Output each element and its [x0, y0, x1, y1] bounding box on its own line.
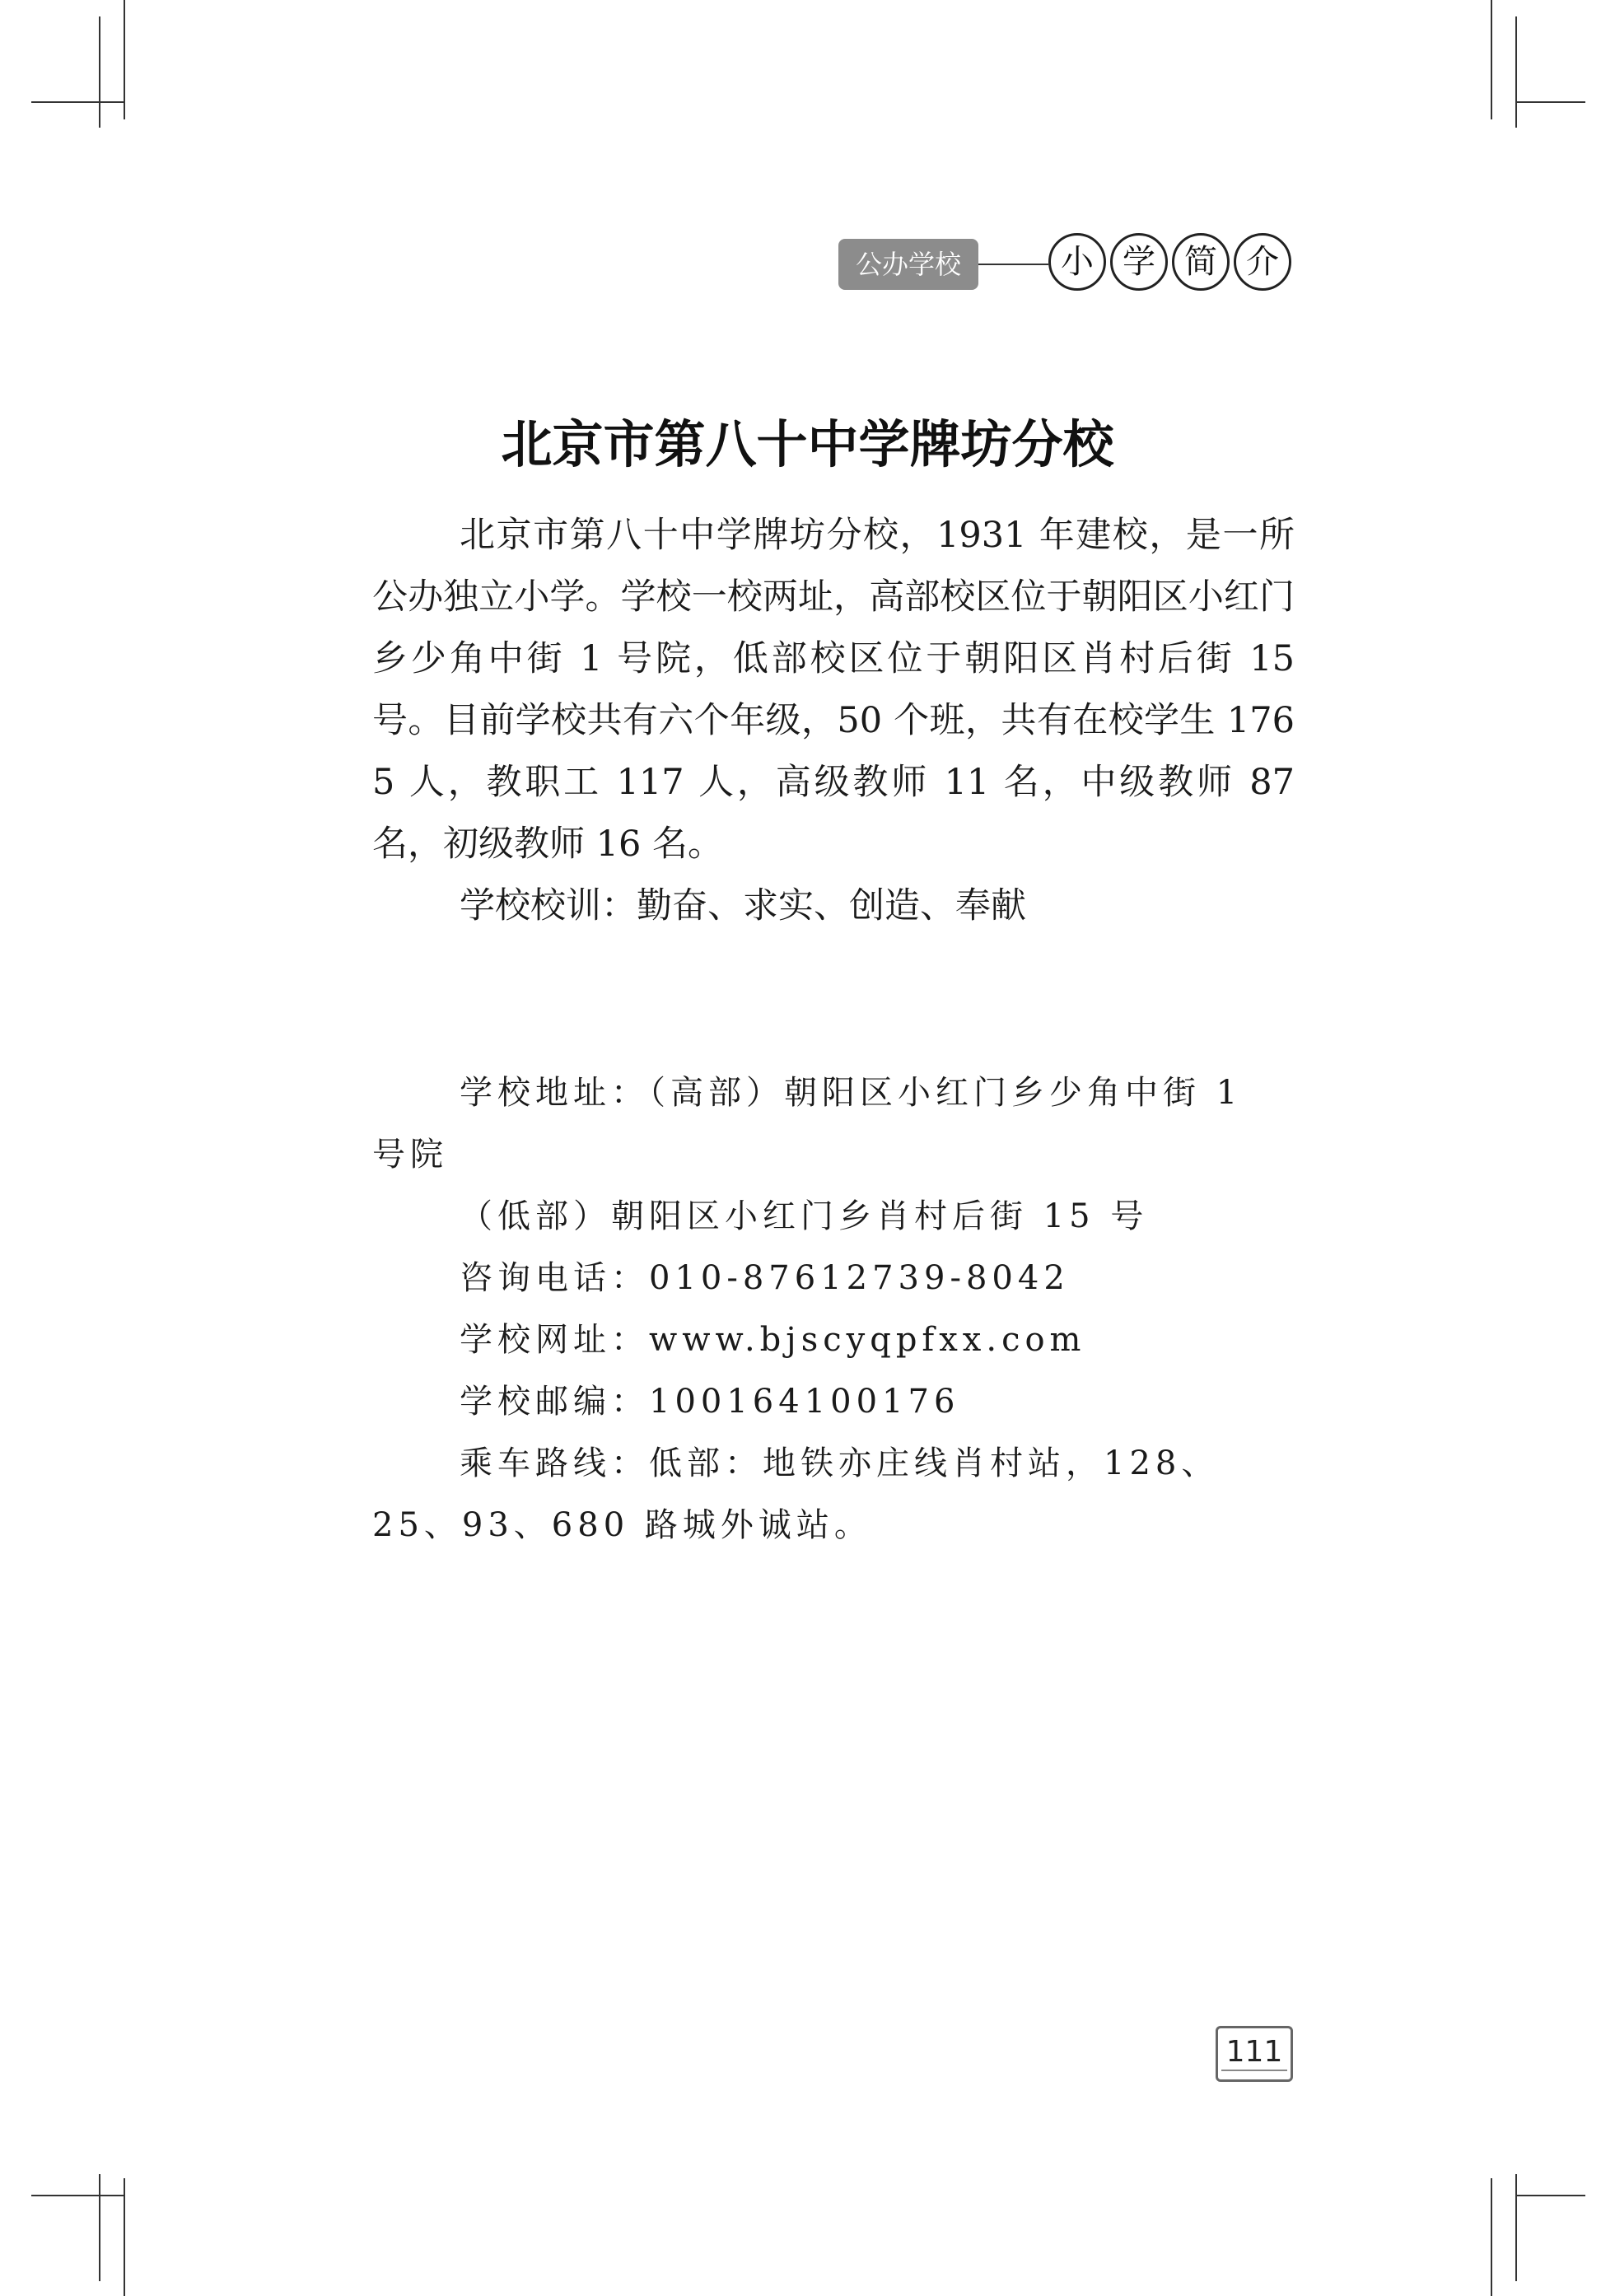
- category-badge: 公办学校: [838, 239, 978, 290]
- crop-mark: [99, 16, 100, 128]
- postcode: 学校邮编：100164100176: [460, 1383, 960, 1421]
- crop-mark: [1515, 2174, 1517, 2281]
- crop-mark: [124, 0, 125, 119]
- page-number: 111: [1216, 2026, 1293, 2082]
- header-divider: [978, 264, 1048, 265]
- intro-paragraph: 北京市第八十中学牌坊分校，1931 年建校，是一所公办独立小学。学校一校两址，高部校区位于朝阳区小红门乡少角中街 1 号院，低部校区位于朝阳区肖村后街 15 号。目前学校共有六个年级，50 个班，共有在校学生 1765 人，教职工 117 人，高级教师 11 名，中级教师 87 名，初级教师 16 名。: [372, 515, 1330, 865]
- contact-info: [372, 1062, 1295, 1556]
- address-high: 学校地址：（高部）朝阳区小红门乡少角中街 1 号院: [372, 1074, 1243, 1174]
- section-char: 学: [1110, 233, 1168, 291]
- page-title: 北京市第八十中学牌坊分校: [501, 414, 1114, 474]
- crop-mark: [99, 2174, 100, 2281]
- crop-mark: [31, 2195, 124, 2196]
- crop-mark: [1491, 0, 1492, 119]
- phone: 咨询电话：010-87612739-8042: [460, 1259, 1070, 1297]
- section-char: 小: [1048, 233, 1106, 291]
- crop-mark: [1515, 16, 1517, 128]
- section-char: 简: [1172, 233, 1230, 291]
- website: 学校网址：www.bjscyqpfxx.com: [460, 1321, 1086, 1359]
- crop-mark: [31, 101, 124, 103]
- crop-mark: [1515, 101, 1585, 103]
- crop-mark: [1515, 2195, 1585, 2196]
- running-header: [838, 233, 1287, 296]
- crop-mark: [124, 2178, 125, 2296]
- section-char: 介: [1234, 233, 1291, 291]
- transit-route: 乘车路线：低部：地铁亦庄线肖村站，128、25、93、680 路城外诚站。: [372, 1444, 1220, 1544]
- motto-paragraph: 学校校训：勤奋、求实、创造、奉献: [460, 885, 1026, 926]
- crop-mark: [1491, 2178, 1492, 2296]
- address-low: （低部）朝阳区小红门乡肖村后街 15 号: [460, 1197, 1149, 1235]
